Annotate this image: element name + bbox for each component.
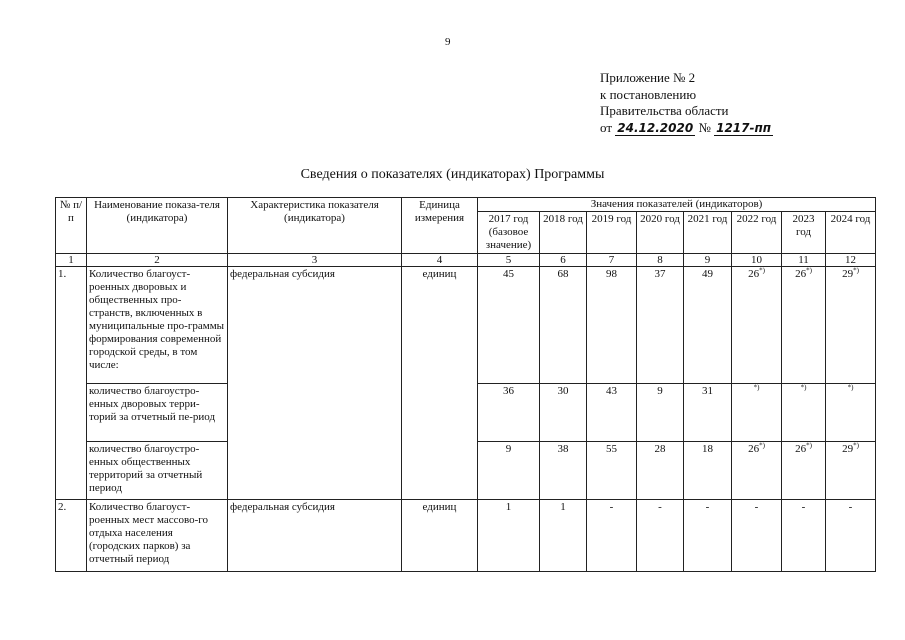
document-title: Сведения о показателях (индикаторах) Программы xyxy=(300,167,605,182)
value-text: 30 xyxy=(557,385,569,397)
column-number: 7 xyxy=(587,254,637,267)
header-year: 2024 год xyxy=(826,212,876,254)
footnote-mark: *) xyxy=(853,441,859,450)
column-number: 5 xyxy=(478,254,540,267)
date-value: 24.12.2020 xyxy=(617,120,694,135)
value-cell xyxy=(684,384,732,442)
column-number: 2 xyxy=(87,254,228,267)
appendix-line-3: Правительства области xyxy=(600,103,729,118)
header-characteristic: Характеристика показателя (индикатора) xyxy=(228,198,402,254)
column-number: 9 xyxy=(684,254,732,267)
value-cell xyxy=(782,384,826,442)
value-text: 49 xyxy=(702,268,713,280)
value-cell xyxy=(540,267,587,384)
number-sign: № xyxy=(698,119,711,135)
indicator-unit: единиц xyxy=(402,500,478,572)
header-year: 2020 год xyxy=(637,212,684,254)
header-num: № п/п xyxy=(56,198,87,254)
value-cell xyxy=(637,384,684,442)
value-cell xyxy=(637,267,684,384)
appendix-line-1: Приложение № 2 xyxy=(600,70,696,85)
column-number: 8 xyxy=(637,254,684,267)
footnote-mark: *) xyxy=(753,383,760,392)
value-cell xyxy=(478,500,540,572)
indicator-name: Количество благоуст-роенных мест массово-го отдыха населения (городских парков) за отчетный период xyxy=(87,500,228,572)
value-text: 26 xyxy=(748,443,760,455)
value-text: 43 xyxy=(606,385,617,397)
header-year: 2022 год xyxy=(732,212,782,254)
table-row xyxy=(56,500,876,572)
value-cell xyxy=(587,442,637,500)
value-text: 38 xyxy=(557,443,569,455)
footnote-mark: *) xyxy=(759,441,765,450)
indicator-name: количество благоустро-енных общественных территорий за отчетный период xyxy=(87,442,228,500)
value-cell xyxy=(732,442,782,500)
value-cell xyxy=(684,267,732,384)
date-prefix: от xyxy=(600,119,613,135)
value-text: 68 xyxy=(557,268,569,280)
header-values-group: Значения показателей (индикаторов) xyxy=(478,198,876,212)
header-year: 2019 год xyxy=(587,212,637,254)
value-cell xyxy=(732,384,782,442)
column-number: 4 xyxy=(402,254,478,267)
value-cell xyxy=(826,500,876,572)
value-text: - xyxy=(705,501,710,513)
value-cell xyxy=(782,267,826,384)
footnote-mark: *) xyxy=(800,383,807,392)
column-number: 10 xyxy=(732,254,782,267)
value-text: 37 xyxy=(654,268,666,280)
column-number: 3 xyxy=(228,254,402,267)
value-text: 9 xyxy=(657,385,663,397)
value-cell xyxy=(637,442,684,500)
column-number: 12 xyxy=(826,254,876,267)
header-year: 2018 год xyxy=(540,212,587,254)
value-cell xyxy=(782,442,826,500)
appendix-block xyxy=(600,70,773,136)
indicator-characteristic: федеральная субсидия xyxy=(228,267,402,500)
column-number: 6 xyxy=(540,254,587,267)
value-text: - xyxy=(658,501,662,513)
appendix-line-2: к постановлению xyxy=(600,86,697,102)
header-name: Наименование показа-теля (индикатора) xyxy=(87,198,228,254)
row-number: 2. xyxy=(56,500,87,572)
value-cell xyxy=(540,500,587,572)
value-cell xyxy=(478,384,540,442)
column-numbers-row xyxy=(56,254,876,267)
value-cell xyxy=(540,442,587,500)
value-text: - xyxy=(754,501,759,513)
column-number: 11 xyxy=(782,254,826,267)
value-text: 29 xyxy=(842,443,854,455)
footnote-mark: *) xyxy=(847,383,854,392)
value-cell xyxy=(826,267,876,384)
value-text: 26 xyxy=(795,443,807,455)
row-number: 1. xyxy=(56,267,87,500)
value-text: 45 xyxy=(503,268,514,280)
value-text: 18 xyxy=(702,443,713,455)
indicator-characteristic: федеральная субсидия xyxy=(228,500,402,572)
header-year: 2017 год (базовое значение) xyxy=(478,212,540,254)
value-cell xyxy=(587,267,637,384)
column-number: 1 xyxy=(56,254,87,267)
value-text: - xyxy=(848,501,853,513)
value-text: 26 xyxy=(748,268,760,280)
footnote-mark: *) xyxy=(853,266,859,275)
value-text: 55 xyxy=(606,443,617,455)
indicators-table xyxy=(55,197,876,572)
value-text: 98 xyxy=(606,268,617,280)
value-cell xyxy=(637,500,684,572)
value-text: - xyxy=(801,501,806,513)
value-text: - xyxy=(609,501,614,513)
value-text: 9 xyxy=(505,443,512,455)
value-cell xyxy=(540,384,587,442)
page-number: 9 xyxy=(445,36,451,48)
value-cell xyxy=(478,442,540,500)
value-text: 28 xyxy=(654,443,666,455)
value-text: 29 xyxy=(842,268,854,280)
indicator-name: количество благоустро-енных дворовых терри-торий за отчетный пе-риод xyxy=(87,384,228,442)
header-year: 2021 год xyxy=(684,212,732,254)
value-cell xyxy=(826,384,876,442)
indicator-unit: единиц xyxy=(402,267,478,500)
value-cell xyxy=(587,384,637,442)
indicator-name: Количество благоуст-роенных дворовых и общественных про-странств, включенных в муниципальные про-граммы формирования современной городской среды, в том числе: xyxy=(87,267,228,384)
value-cell xyxy=(587,500,637,572)
footnote-mark: *) xyxy=(759,266,765,275)
value-text: 26 xyxy=(795,268,807,280)
value-cell xyxy=(684,442,732,500)
footnote-mark: *) xyxy=(806,266,812,275)
value-cell xyxy=(478,267,540,384)
footnote-mark: *) xyxy=(806,441,812,450)
value-text: 1 xyxy=(505,501,512,513)
value-cell xyxy=(782,500,826,572)
resolution-number: 1217-пп xyxy=(716,120,772,135)
value-text: 36 xyxy=(503,385,514,397)
header-unit: Единица измерения xyxy=(402,198,478,254)
value-cell xyxy=(732,267,782,384)
value-text: 31 xyxy=(702,385,713,397)
value-cell xyxy=(826,442,876,500)
value-cell xyxy=(732,500,782,572)
value-text: 1 xyxy=(560,501,566,513)
header-year: 2023 год xyxy=(782,212,826,254)
appendix-date-line xyxy=(600,120,773,137)
header-row-1 xyxy=(56,198,876,212)
table-row xyxy=(56,267,876,384)
value-cell xyxy=(684,500,732,572)
